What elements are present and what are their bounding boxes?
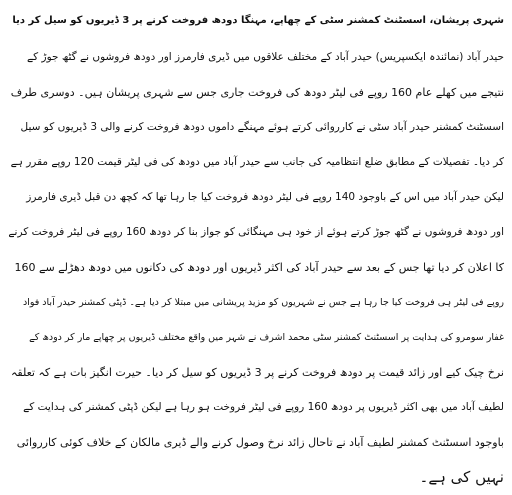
article-line: نتیجے میں کھلے عام 160 روپے فی لیٹر دودھ کی فروخت جاری جس سے شہری پریشان ہیں۔ دوسری طرف xyxy=(10,86,504,99)
article-body xyxy=(8,40,504,495)
article-line: نرخ چیک کیے اور زائد قیمت پر دودھ فروخت کرنے پر 3 ڈیریوں کو سیل کر دیا۔ حیرت انگیز بات ہے کہ تعلقہ xyxy=(10,366,504,379)
article-line: کا اعلان کر دیا تھا جس کے بعد سے حیدر آباد کی اکثر ڈیریوں اور دودھ کی دکانوں میں دودھ دھڑلے سے 160 xyxy=(14,261,504,274)
article-line: باوجود اسسٹنٹ کمشنر لطیف آباد نے تاحال زائد نرخ وصول کرنے والے ڈیری مالکان کے خلاف کوئی کارروائی xyxy=(16,436,504,449)
article-line: اور دودھ فروشوں نے گٹھ جوڑ کرتے ہوئے از خود ہی مہنگائی کو جواز بنا کر دودھ 160 روپے فی لیٹر فروخت کرنے xyxy=(8,226,504,238)
article-line: لطیف آباد میں بھی اکثر ڈیریوں پر دودھ 160 روپے فی لیٹر فروخت ہو رہا ہے لیکن ڈپٹی کمشنر کی ہدایت کے xyxy=(23,401,504,413)
article-line: روپے فی لیٹر ہی فروخت کیا جا رہا ہے جس نے شہریوں کو مزید پریشانی میں مبتلا کر دیا ہے۔ ڈپٹی کمشنر حیدر آباد فواد xyxy=(22,297,504,308)
article-line: اسسٹنٹ کمشنر حیدر آباد سٹی نے کارروائی کرتے ہوئے مہنگے داموں دودھ فروخت کرنے والی 3 ڈیریوں کو سیل xyxy=(20,121,504,133)
article-line: غفار سومرو کی ہدایت پر اسسٹنٹ کمشنر سٹی محمد اشرف نے شہر میں واقع مختلف ڈیریوں پر چھاپے مار کر دودھ کے xyxy=(29,332,504,343)
article-headline: شہری پریشان، اسسٹنٹ کمشنر سٹی کے چھاپے، مہنگا دودھ فروخت کرنے پر 3 ڈیریوں کو سیل کر دیا xyxy=(12,15,504,26)
article-line: لیکن حیدر آباد میں اس کے باوجود 140 روپے فی لیٹر دودھ فروخت کیا جا رہا تھا کہ کچھ دن قبل ڈیری فارمرز xyxy=(26,191,504,203)
article-line: حیدر آباد (نمائندہ ایکسپریس) حیدر آباد کے مختلف علاقوں میں ڈیری فارمرز اور دودھ فروشوں نے گٹھ جوڑ کے xyxy=(27,51,504,63)
article-line: کر دیا۔ تفصیلات کے مطابق ضلع انتظامیہ کی جانب سے حیدر آباد میں دودھ کی فی لیٹر قیمت 120 روپے مقرر ہے xyxy=(10,156,504,168)
article-line: نہیں کی ہے۔ xyxy=(419,468,504,486)
